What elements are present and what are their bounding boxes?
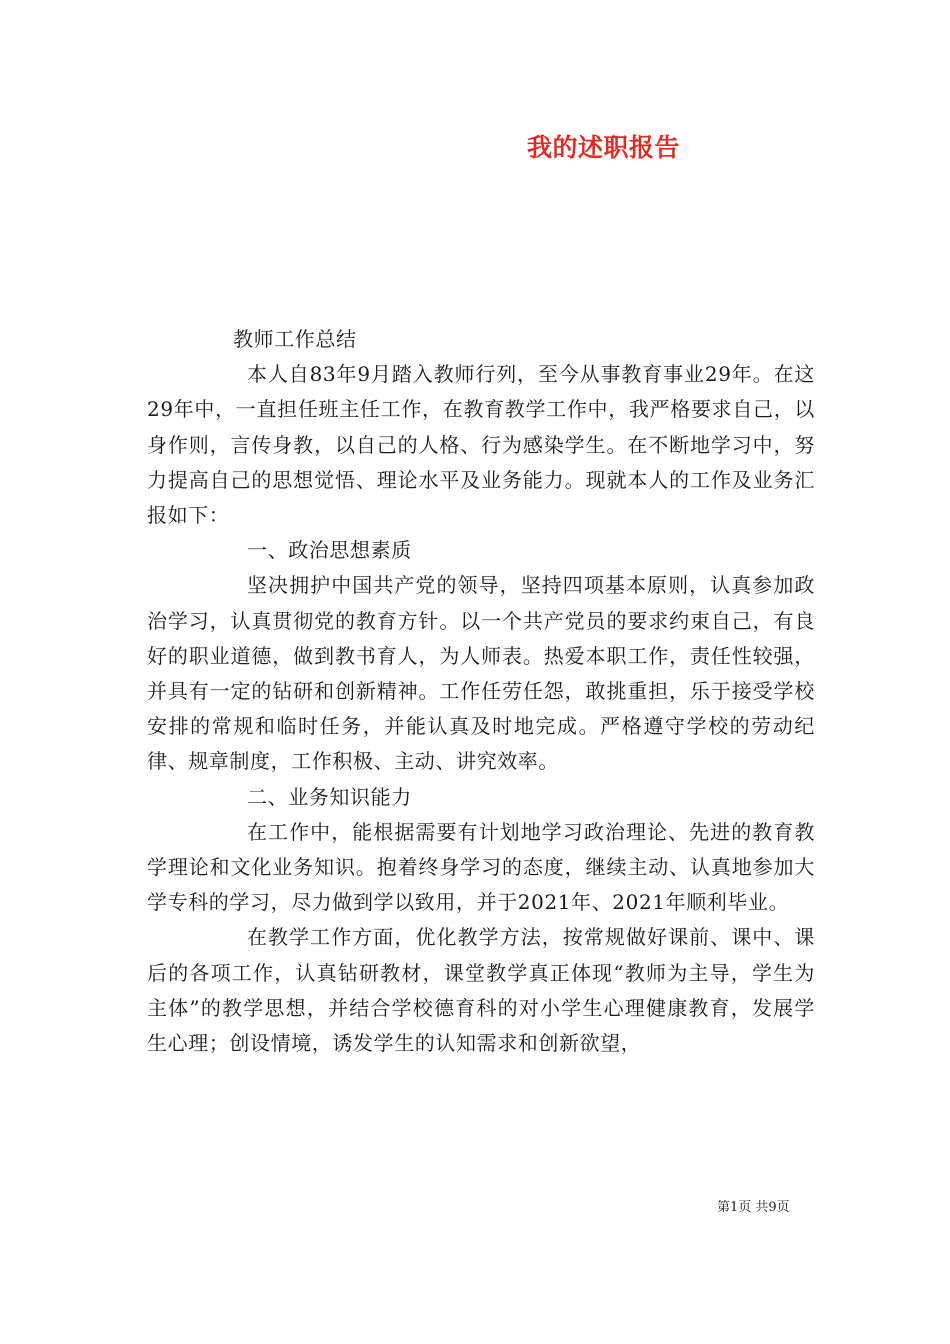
paragraph-politics: 坚决拥护中国共产党的领导，坚持四项基本原则，认真参加政治学习，认真贯彻党的教育方针。以一个共产党员的要求约束自己，有良好的职业道德，做到教书育人，为人师表。热爱本职工作，责任性较强，并具有一定的钻研和创新精神。工作任劳任怨，敢挑重担，乐于接受学校安排的常规和临时任务，并能认真及时地完成。严格遵守学校的劳动纪律、规章制度，工作积极、主动、讲究效率。 bbox=[147, 573, 815, 774]
document-body bbox=[147, 322, 815, 1061]
paragraph-knowledge: 在工作中，能根据需要有计划地学习政治理论、先进的教育教学理论和文化业务知识。抱着终身学习的态度，继续主动、认真地参加大学专科的学习，尽力做到学以致用，并于2021年、2021年顺利毕业。 bbox=[147, 819, 815, 915]
document-subtitle: 教师工作总结 bbox=[233, 327, 357, 351]
paragraph-teaching: 在教学工作方面，优化教学方法，按常规做好课前、课中、课后的各项工作，认真钻研教材，课堂教学真正体现“教师为主导，学生为主体”的教学思想，并结合学校德育科的对小学生心理健康教育，发展学生心理；创设情境，诱发学生的认知需求和创新欲望， bbox=[147, 925, 815, 1056]
paragraph-intro: 本人自83年9月踏入教师行列，至今从事教育事业29年。在这29年中，一直担任班主任工作，在教育教学工作中，我严格要求自己，以身作则，言传身教，以自己的人格、行为感染学生。在不断地学习中，努力提高自己的思想觉悟、理论水平及业务能力。现就本人的工作及业务汇报如下： bbox=[147, 362, 815, 528]
section-heading-knowledge: 二、业务知识能力 bbox=[247, 784, 412, 809]
section-heading-politics: 一、政治思想素质 bbox=[247, 538, 412, 563]
page-number: 第1页 共9页 bbox=[717, 1200, 790, 1215]
document-title: 我的述职报告 bbox=[527, 133, 681, 162]
